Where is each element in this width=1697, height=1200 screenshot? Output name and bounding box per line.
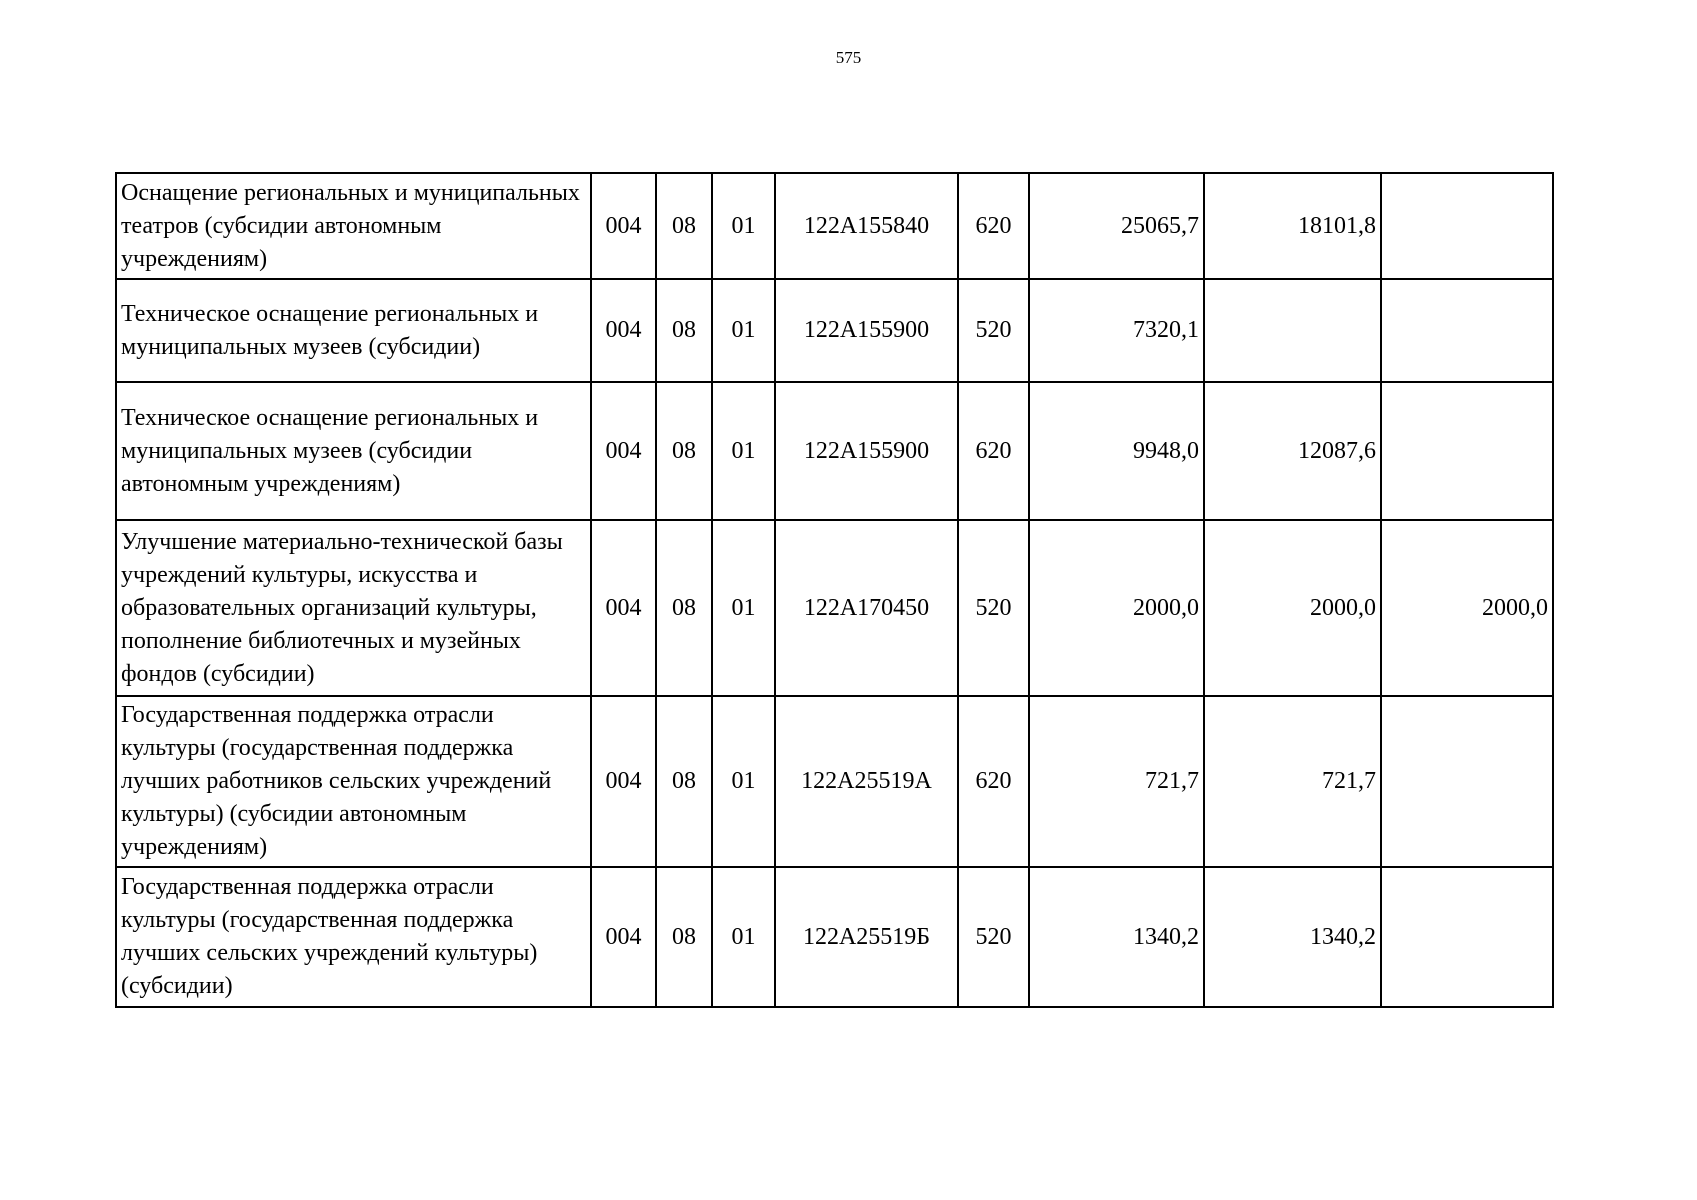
amount-year2: 12087,6	[1204, 382, 1381, 520]
amount-year1: 7320,1	[1029, 279, 1204, 382]
amount-year2: 18101,8	[1204, 173, 1381, 279]
row-name: Техническое оснащение региональных и муниципальных музеев (субсидии автономным учреждениям)	[116, 382, 591, 520]
subsection-code: 01	[712, 279, 775, 382]
target-code: 122А25519Б	[775, 867, 958, 1007]
table-row	[116, 867, 1553, 1007]
target-code: 122А155900	[775, 382, 958, 520]
amount-year3: 2000,0	[1381, 520, 1553, 696]
amount-year3	[1381, 173, 1553, 279]
ministry-code: 004	[591, 696, 656, 867]
expense-type-code: 520	[958, 520, 1029, 696]
amount-year3	[1381, 279, 1553, 382]
subsection-code: 01	[712, 173, 775, 279]
section-code: 08	[656, 279, 712, 382]
amount-year3	[1381, 696, 1553, 867]
target-code: 122А25519А	[775, 696, 958, 867]
table-row	[116, 520, 1553, 696]
subsection-code: 01	[712, 867, 775, 1007]
amount-year1: 2000,0	[1029, 520, 1204, 696]
ministry-code: 004	[591, 867, 656, 1007]
amount-year3	[1381, 382, 1553, 520]
amount-year1: 721,7	[1029, 696, 1204, 867]
amount-year1: 1340,2	[1029, 867, 1204, 1007]
row-name: Оснащение региональных и муниципальных театров (субсидии автономным учреждениям)	[116, 173, 591, 279]
ministry-code: 004	[591, 279, 656, 382]
row-name: Государственная поддержка отрасли культуры (государственная поддержка лучших работников сельских учреждений культуры) (субсидии автономным учреждениям)	[116, 696, 591, 867]
expense-type-code: 520	[958, 279, 1029, 382]
target-code: 122А155840	[775, 173, 958, 279]
page-number: 575	[835, 48, 862, 67]
expense-type-code: 520	[958, 867, 1029, 1007]
table-row	[116, 173, 1553, 279]
section-code: 08	[656, 696, 712, 867]
ministry-code: 004	[591, 520, 656, 696]
section-code: 08	[656, 382, 712, 520]
subsection-code: 01	[712, 696, 775, 867]
budget-table	[115, 172, 1554, 1008]
amount-year2: 1340,2	[1204, 867, 1381, 1007]
section-code: 08	[656, 173, 712, 279]
row-name: Улучшение материально-технической базы учреждений культуры, искусства и образовательных организаций культуры, пополнение библиотечных и музейных фондов (субсидии)	[116, 520, 591, 696]
expense-type-code: 620	[958, 382, 1029, 520]
expense-type-code: 620	[958, 696, 1029, 867]
amount-year2: 2000,0	[1204, 520, 1381, 696]
table-body	[116, 173, 1553, 1007]
target-code: 122А170450	[775, 520, 958, 696]
ministry-code: 004	[591, 173, 656, 279]
table-row	[116, 279, 1553, 382]
section-code: 08	[656, 520, 712, 696]
amount-year2	[1204, 279, 1381, 382]
table-row	[116, 382, 1553, 520]
row-name: Государственная поддержка отрасли культуры (государственная поддержка лучших сельских учреждений культуры) (субсидии)	[116, 867, 591, 1007]
subsection-code: 01	[712, 520, 775, 696]
target-code: 122А155900	[775, 279, 958, 382]
table-row	[116, 696, 1553, 867]
amount-year1: 25065,7	[1029, 173, 1204, 279]
section-code: 08	[656, 867, 712, 1007]
subsection-code: 01	[712, 382, 775, 520]
expense-type-code: 620	[958, 173, 1029, 279]
amount-year1: 9948,0	[1029, 382, 1204, 520]
ministry-code: 004	[591, 382, 656, 520]
amount-year3	[1381, 867, 1553, 1007]
amount-year2: 721,7	[1204, 696, 1381, 867]
row-name: Техническое оснащение региональных и муниципальных музеев (субсидии)	[116, 279, 591, 382]
